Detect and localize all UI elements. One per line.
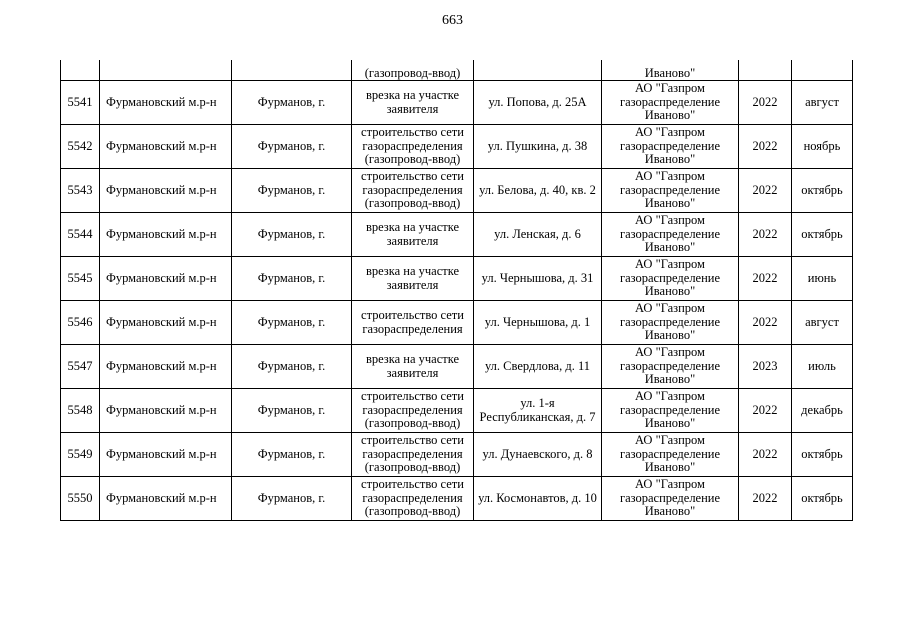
table-row	[61, 257, 853, 301]
table-row	[61, 389, 853, 433]
cell-year: 2022	[739, 257, 792, 301]
cell-city	[232, 60, 352, 81]
cell-work-type: (газопровод-ввод)	[352, 60, 474, 81]
cell-month: ноябрь	[792, 125, 853, 169]
cell-month: июнь	[792, 257, 853, 301]
cell-address: ул. Ленская, д. 6	[474, 213, 602, 257]
cell-number: 5545	[61, 257, 100, 301]
cell-organization: Иваново"	[602, 60, 739, 81]
cell-year: 2023	[739, 345, 792, 389]
cell-address: ул. Дунаевского, д. 8	[474, 433, 602, 477]
cell-organization: АО "Газпром газораспределение Иваново"	[602, 477, 739, 521]
table-row	[61, 125, 853, 169]
cell-number: 5546	[61, 301, 100, 345]
cell-number: 5549	[61, 433, 100, 477]
cell-organization: АО "Газпром газораспределение Иваново"	[602, 433, 739, 477]
cell-year: 2022	[739, 433, 792, 477]
cell-district: Фурмановский м.р-н	[100, 81, 232, 125]
cell-month: октябрь	[792, 433, 853, 477]
cell-city: Фурманов, г.	[232, 213, 352, 257]
cell-number	[61, 60, 100, 81]
table-row	[61, 301, 853, 345]
cell-district: Фурмановский м.р-н	[100, 301, 232, 345]
cell-year: 2022	[739, 477, 792, 521]
table-row	[61, 213, 853, 257]
cell-year: 2022	[739, 301, 792, 345]
cell-month: октябрь	[792, 477, 853, 521]
cell-district: Фурмановский м.р-н	[100, 257, 232, 301]
cell-organization: АО "Газпром газораспределение Иваново"	[602, 125, 739, 169]
cell-address: ул. Белова, д. 40, кв. 2	[474, 169, 602, 213]
cell-work-type: строительство сети газораспределения (газопровод-ввод)	[352, 125, 474, 169]
cell-year: 2022	[739, 169, 792, 213]
cell-number: 5541	[61, 81, 100, 125]
cell-city: Фурманов, г.	[232, 81, 352, 125]
cell-address: ул. Космонавтов, д. 10	[474, 477, 602, 521]
cell-work-type: врезка на участке заявителя	[352, 81, 474, 125]
cell-address: ул. Чернышова, д. 1	[474, 301, 602, 345]
cell-district	[100, 60, 232, 81]
cell-address: ул. Попова, д. 25А	[474, 81, 602, 125]
cell-work-type: строительство сети газораспределения (газопровод-ввод)	[352, 477, 474, 521]
cell-year: 2022	[739, 213, 792, 257]
cell-work-type: строительство сети газораспределения	[352, 301, 474, 345]
cell-month: октябрь	[792, 213, 853, 257]
cell-address: ул. 1-я Республиканская, д. 7	[474, 389, 602, 433]
table-row	[61, 169, 853, 213]
table-row-continued	[61, 60, 853, 81]
cell-work-type: врезка на участке заявителя	[352, 213, 474, 257]
cell-number: 5548	[61, 389, 100, 433]
cell-city: Фурманов, г.	[232, 257, 352, 301]
cell-district: Фурмановский м.р-н	[100, 389, 232, 433]
cell-district: Фурмановский м.р-н	[100, 125, 232, 169]
cell-district: Фурмановский м.р-н	[100, 213, 232, 257]
cell-city: Фурманов, г.	[232, 169, 352, 213]
cell-city: Фурманов, г.	[232, 433, 352, 477]
table-row	[61, 345, 853, 389]
cell-organization: АО "Газпром газораспределение Иваново"	[602, 169, 739, 213]
table-row	[61, 433, 853, 477]
cell-work-type: строительство сети газораспределения (газопровод-ввод)	[352, 389, 474, 433]
cell-month: август	[792, 301, 853, 345]
cell-address: ул. Пушкина, д. 38	[474, 125, 602, 169]
cell-month: август	[792, 81, 853, 125]
cell-city: Фурманов, г.	[232, 301, 352, 345]
cell-number: 5543	[61, 169, 100, 213]
cell-organization: АО "Газпром газораспределение Иваново"	[602, 389, 739, 433]
cell-year: 2022	[739, 389, 792, 433]
cell-city: Фурманов, г.	[232, 125, 352, 169]
table-row	[61, 81, 853, 125]
cell-organization: АО "Газпром газораспределение Иваново"	[602, 81, 739, 125]
cell-city: Фурманов, г.	[232, 477, 352, 521]
cell-city: Фурманов, г.	[232, 389, 352, 433]
cell-year	[739, 60, 792, 81]
cell-organization: АО "Газпром газораспределение Иваново"	[602, 345, 739, 389]
cell-address: ул. Свердлова, д. 11	[474, 345, 602, 389]
cell-month: декабрь	[792, 389, 853, 433]
cell-address: ул. Чернышова, д. 31	[474, 257, 602, 301]
cell-city: Фурманов, г.	[232, 345, 352, 389]
cell-organization: АО "Газпром газораспределение Иваново"	[602, 301, 739, 345]
page-number: 663	[442, 13, 463, 28]
cell-month: июль	[792, 345, 853, 389]
cell-work-type: строительство сети газораспределения (газопровод-ввод)	[352, 169, 474, 213]
cell-address	[474, 60, 602, 81]
cell-number: 5542	[61, 125, 100, 169]
cell-work-type: строительство сети газораспределения (газопровод-ввод)	[352, 433, 474, 477]
cell-district: Фурмановский м.р-н	[100, 169, 232, 213]
cell-work-type: врезка на участке заявителя	[352, 257, 474, 301]
cell-district: Фурмановский м.р-н	[100, 345, 232, 389]
table-row	[61, 477, 853, 521]
cell-month	[792, 60, 853, 81]
cell-year: 2022	[739, 81, 792, 125]
gasification-table	[60, 60, 853, 521]
cell-district: Фурмановский м.р-н	[100, 433, 232, 477]
cell-year: 2022	[739, 125, 792, 169]
cell-work-type: врезка на участке заявителя	[352, 345, 474, 389]
cell-number: 5547	[61, 345, 100, 389]
cell-organization: АО "Газпром газораспределение Иваново"	[602, 257, 739, 301]
cell-district: Фурмановский м.р-н	[100, 477, 232, 521]
cell-number: 5544	[61, 213, 100, 257]
cell-month: октябрь	[792, 169, 853, 213]
cell-organization: АО "Газпром газораспределение Иваново"	[602, 213, 739, 257]
cell-number: 5550	[61, 477, 100, 521]
